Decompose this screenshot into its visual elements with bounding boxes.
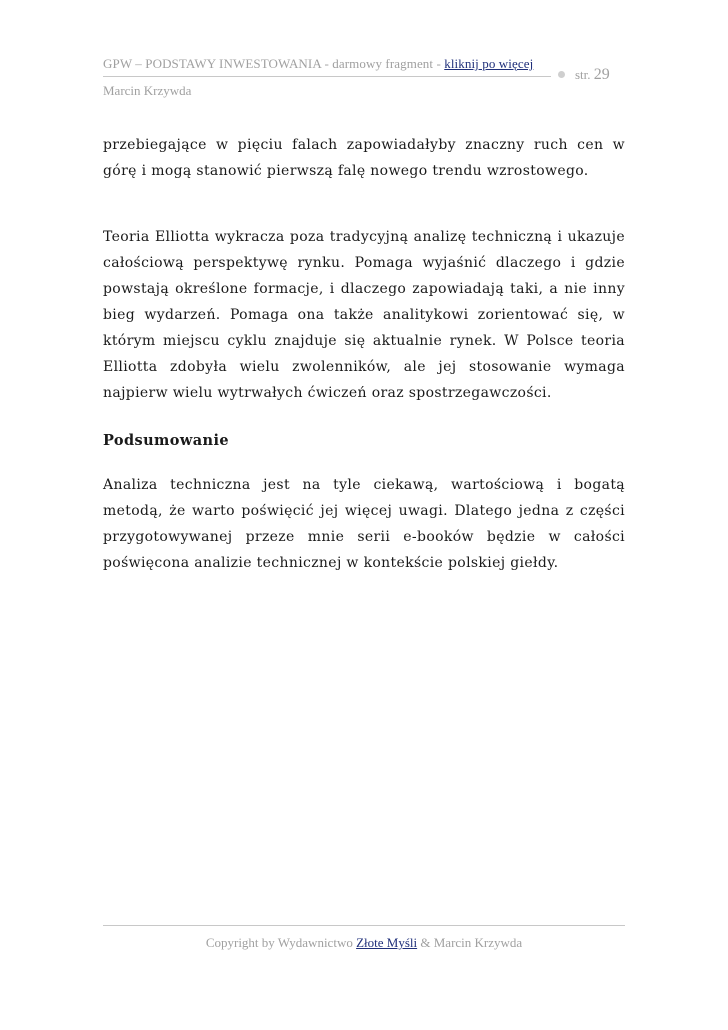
page-content — [103, 132, 625, 576]
page-header — [103, 56, 625, 98]
paragraph-3: Analiza techniczna jest na tyle ciekawą, wartościową i bogatą metodą, że warto poświęcić jej więcej uwagi. Dlatego jedna z części przygotowywanej przeze mnie serii e-booków będzie w całości poświęcona analizie technicznej w kontekście polskiej giełdy. — [103, 477, 625, 571]
header-title — [103, 56, 625, 72]
more-info-link[interactable]: kliknij po więcej — [444, 56, 534, 71]
header-title-text: GPW – PODSTAWY INWESTOWANIA - darmowy fragment - — [103, 56, 445, 71]
page-footer — [0, 935, 728, 951]
page-number — [575, 66, 610, 84]
paragraph-2: Teoria Elliotta wykracza poza tradycyjną analizę techniczną i ukazuje całościową perspektywę rynku. Pomaga wyjaśnić dlaczego i gdzie powstają określone formacje, i dlaczego zapowiadają taki, a nie inny bieg wydarzeń. Pomaga ona także analitykowi zorientować się, w którym miejscu cyklu znajduje się aktualnie rynek. W Polsce teoria Elliotta zdobyła wielu zwolenników, ale jej stosowanie wymaga najpierw wielu wytrwałych ćwiczeń oraz spostrzegawczości. — [103, 229, 625, 401]
footer-divider — [103, 925, 625, 926]
header-divider — [103, 76, 551, 77]
page-label: str. — [575, 67, 594, 82]
footer-prefix: Copyright by Wydawnictwo — [205, 935, 357, 950]
footer-suffix: & Marcin Krzywda — [417, 935, 523, 950]
bullet-icon — [558, 71, 565, 78]
header-author: Marcin Krzywda — [103, 83, 192, 98]
publisher-link[interactable]: Złote Myśli — [356, 935, 418, 950]
page-number-value: 29 — [593, 66, 610, 83]
paragraph-1: przebiegające w pięciu falach zapowiadałyby znaczny ruch cen w górę i mogą stanowić pierwszą falę nowego trendu wzrostowego. — [103, 137, 625, 179]
section-heading: Podsumowanie — [103, 432, 229, 449]
